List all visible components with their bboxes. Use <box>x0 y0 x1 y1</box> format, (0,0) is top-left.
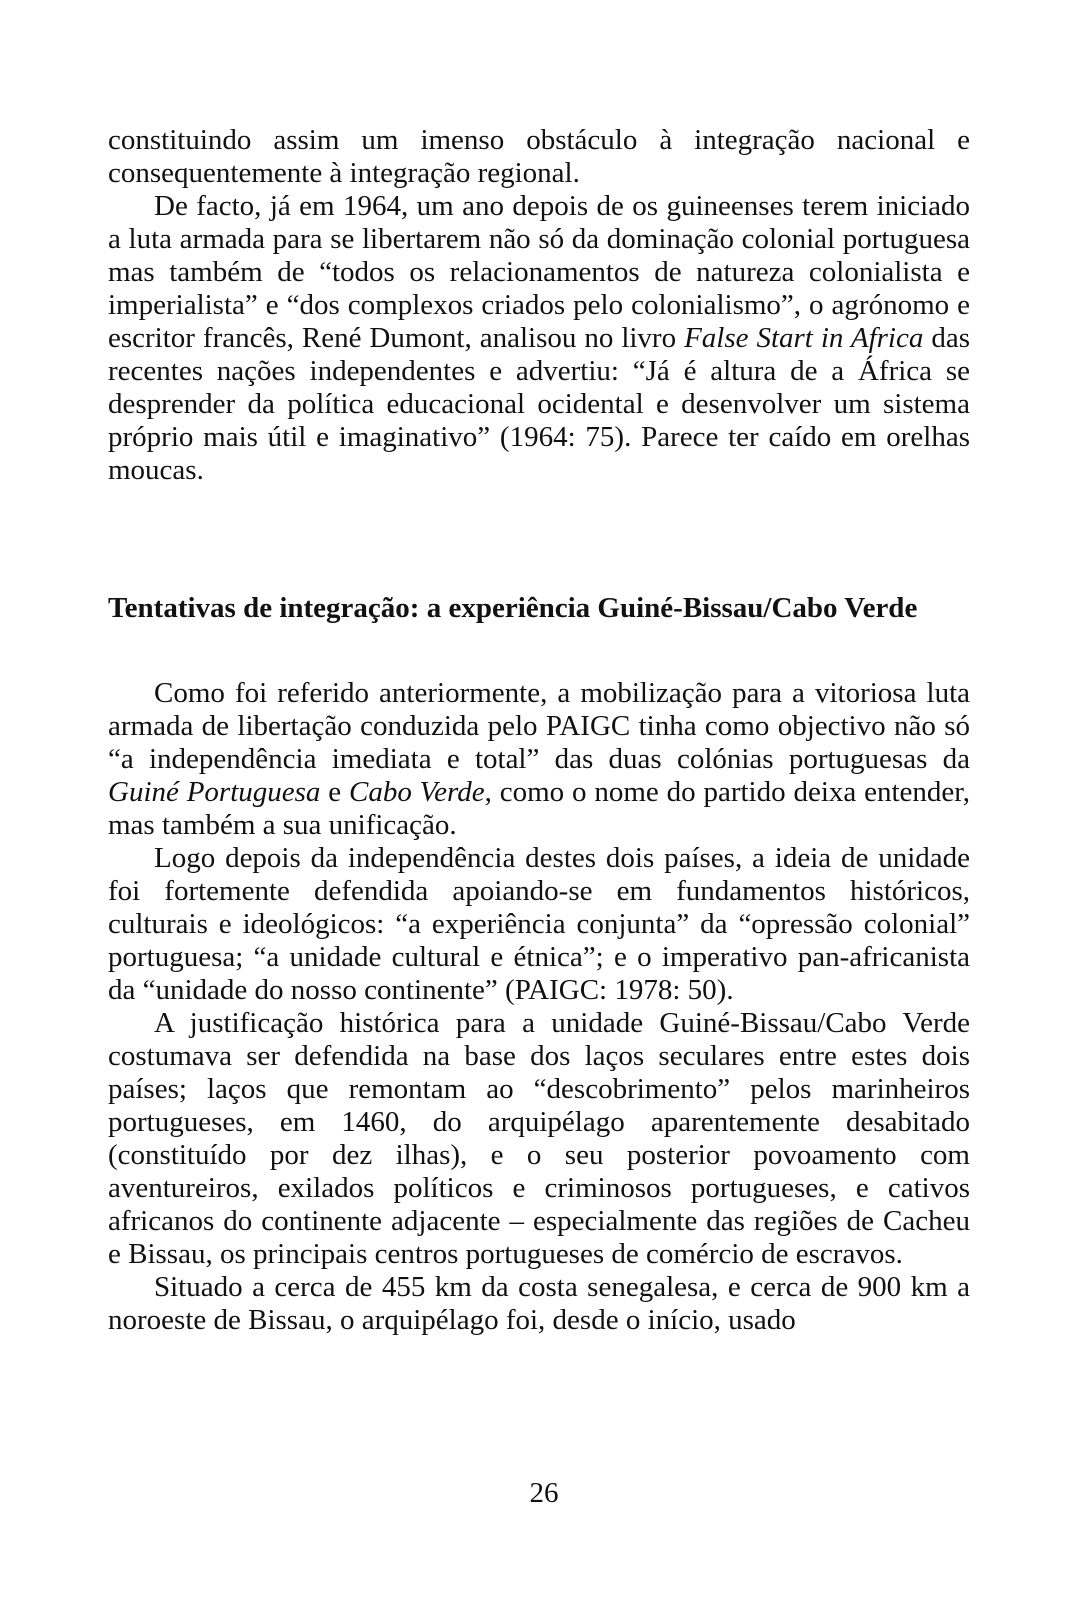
section-paragraph-1 <box>108 677 970 842</box>
section-p1-part2: tinha como objectivo não só “a independência imediata e total” das duas colónias portuguesas da <box>108 710 970 775</box>
page-number: 26 <box>529 1477 559 1509</box>
section-p2-part1: Logo depois da independência destes dois países, a ideia de unidade foi fortemente defendida apoiando-se em fundamentos históricos, culturais e ideológicos: “a experiência conjunta” da “opressão colonial” portuguesa; “a unidade cultural e étnica”; e o imperativo pan-africanista da “unidade do nosso continente” ( <box>108 842 970 1006</box>
section-p1-part1: Como foi referido anteriormente, a mobilização para a vitoriosa luta armada de libertação conduzida pelo <box>108 677 970 742</box>
intro-paragraph-dumont <box>108 190 970 487</box>
colony-name-cabo-verde: Cabo Verde <box>349 776 485 808</box>
section-p1-part4: , como o nome do partido deixa entender, mas também a sua unificação. <box>108 776 971 841</box>
intro-dumont-text-before: De facto, já em 1964, um ano depois de os guineenses terem iniciado a luta armada para se libertarem não só da dominação colonial portuguesa mas também de “todos os relacionamentos de natureza colonialista e imperialista” e “dos complexos criados pelo colonialismo”, o agrónomo e escritor francês, René Dumont, analisou no livro <box>108 190 970 354</box>
section-paragraph-2 <box>108 842 970 1007</box>
party-acronym: PAIGC <box>545 710 631 742</box>
party-acronym-citation: PAIGC <box>514 974 600 1006</box>
section-p2-part2: : 1978: 50). <box>599 974 734 1006</box>
section-body <box>108 677 970 1337</box>
section-paragraph-4: Situado a cerca de 455 km da costa senegalesa, e cerca de 900 km a noroeste de Bissau, o arquipélago foi, desde o início, usado <box>108 1271 970 1336</box>
intro-dumont-text-after: das recentes nações independentes e advertiu: “Já é altura de a África se desprender da política educacional ocidental e desenvolver um sistema próprio mais útil e imaginativo” (1964: 75). Parece ter caído em orelhas moucas. <box>108 322 970 486</box>
colony-name-guine: Guiné Portuguesa <box>108 776 321 808</box>
section-heading: Tentativas de integração: a experiência Guiné-Bissau/Cabo Verde <box>108 592 918 624</box>
section-p1-part3: e <box>320 776 349 808</box>
book-title: False Start in Africa <box>684 322 924 354</box>
intro-paragraph-continuation: constituindo assim um imenso obstáculo à integração nacional e consequentemente à integração regional. <box>108 124 970 189</box>
page-content <box>108 124 970 1337</box>
section-paragraph-3: A justificação histórica para a unidade Guiné-Bissau/Cabo Verde costumava ser defendida na base dos laços seculares entre estes dois países; laços que remontam ao “descobrimento” pelos marinheiros portugueses, em 1460, do arquipélago aparentemente desabitado (constituído por dez ilhas), e o seu posterior povoamento com aventureiros, exilados políticos e criminosos portugueses, e cativos africanos do continente adjacente – especialmente das regiões de Cacheu e Bissau, os principais centros portugueses de comércio de escravos. <box>108 1007 970 1270</box>
